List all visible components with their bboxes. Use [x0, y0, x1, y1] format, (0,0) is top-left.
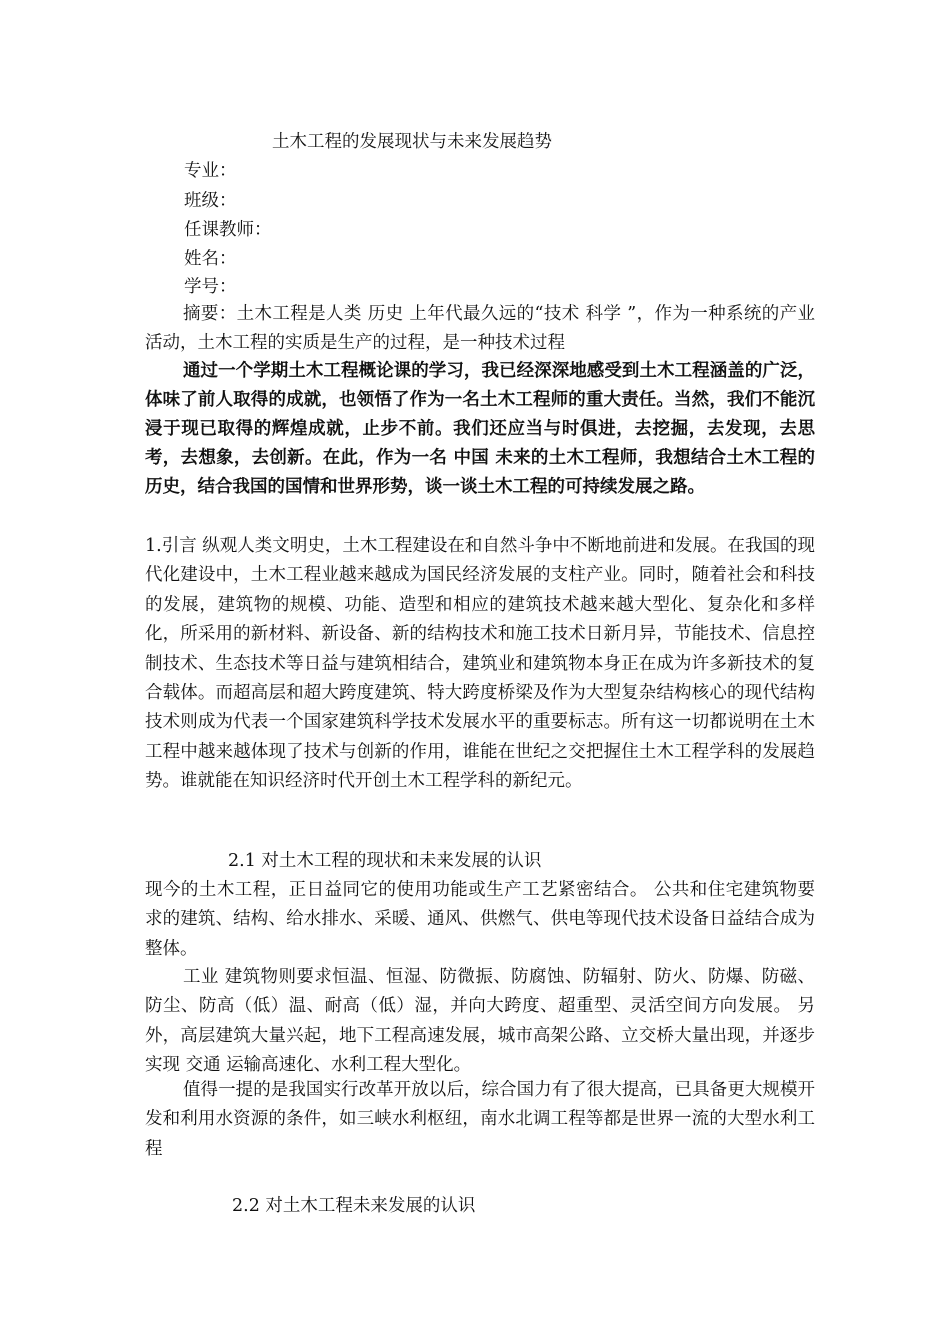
- abstract-paragraph: 摘要：土木工程是人类 历史 上年代最久远的“技术 科学 ”，作为一种系统的产业活动，土木工程的实质是生产的过程，是一种技术过程: [145, 304, 815, 354]
- intro-bold-paragraph: 通过一个学期土木工程概论课的学习，我已经深深地感受到土木工程涵盖的广泛，体味了前人取得的成就，也领悟了作为一名土木工程师的重大责任。当然，我们不能沉浸于现已取得的辉煌成就，止步不前。我们还应当与时俱进，去挖掘，去发现，去思考，去想象，去创新。在此，作为一名 中国 未来的土木工程师，我想结合土木工程的历史，结合我国的国情和世界形势，谈一谈土木工程的可持续发展之路。: [145, 361, 815, 497]
- field-student-id: 学号：: [184, 277, 237, 297]
- field-major: 专业：: [184, 161, 237, 181]
- section-1-paragraph: 1.引言 纵观人类文明史，土木工程建设在和自然斗争中不断地前进和发展。在我国的现代化建设中，土木工程业越来越成为国民经济发展的支柱产业。同时，随着社会和科技的发展，建筑物的规模、功能、造型和相应的建筑技术越来越大型化、复杂化和多样化，所采用的新材料、新设备、新的结构技术和施工技术日新月异，节能技术、信息控制技术、生态技术等日益与建筑相结合，建筑业和建筑物本身正在成为许多新技术的复合载体。而超高层和超大跨度建筑、特大跨度桥梁及作为大型复杂结构核心的现代结构技术则成为代表一个国家建筑科学技术发展水平的重要标志。所有这一切都说明在土木工程中越来越体现了技术与创新的作用，谁能在世纪之交把握住土木工程学科的发展趋势。谁就能在知识经济时代开创土木工程学科的新纪元。: [145, 536, 815, 792]
- document-title: 土木工程的发展现状与未来发展趋势: [272, 132, 552, 152]
- field-teacher: 任课教师：: [184, 220, 272, 240]
- paragraph-2-1-a: 现今的土木工程，正日益同它的使用功能或生产工艺紧密结合。 公共和住宅建筑物要求的建筑、结构、给水排水、采暖、通风、供燃气、供电等现代技术设备日益结合成为整体。: [145, 880, 815, 959]
- field-class: 班级：: [184, 191, 237, 211]
- heading-2-1: 2.1 对土木工程的现状和未来发展的认识: [228, 851, 542, 871]
- paragraph-2-1-c: 值得一提的是我国实行改革开放以后，综合国力有了很大提高，已具备更大规模开发和利用水资源的条件，如三峡水利枢纽，南水北调工程等都是世界一流的大型水利工程: [145, 1080, 815, 1159]
- heading-2-2: 2.2 对土木工程未来发展的认识: [232, 1196, 476, 1216]
- field-name: 姓名：: [184, 249, 237, 269]
- paragraph-2-1-b: 工业 建筑物则要求恒温、恒湿、防微振、防腐蚀、防辐射、防火、防爆、防磁、防尘、防高（低）温、耐高（低）湿，并向大跨度、超重型、灵活空间方向发展。 另外，高层建筑大量兴起，地下工程高速发展，城市高架公路、立交桥大量出现，并逐步实现 交通 运输高速化、水利工程大型化。: [145, 967, 815, 1076]
